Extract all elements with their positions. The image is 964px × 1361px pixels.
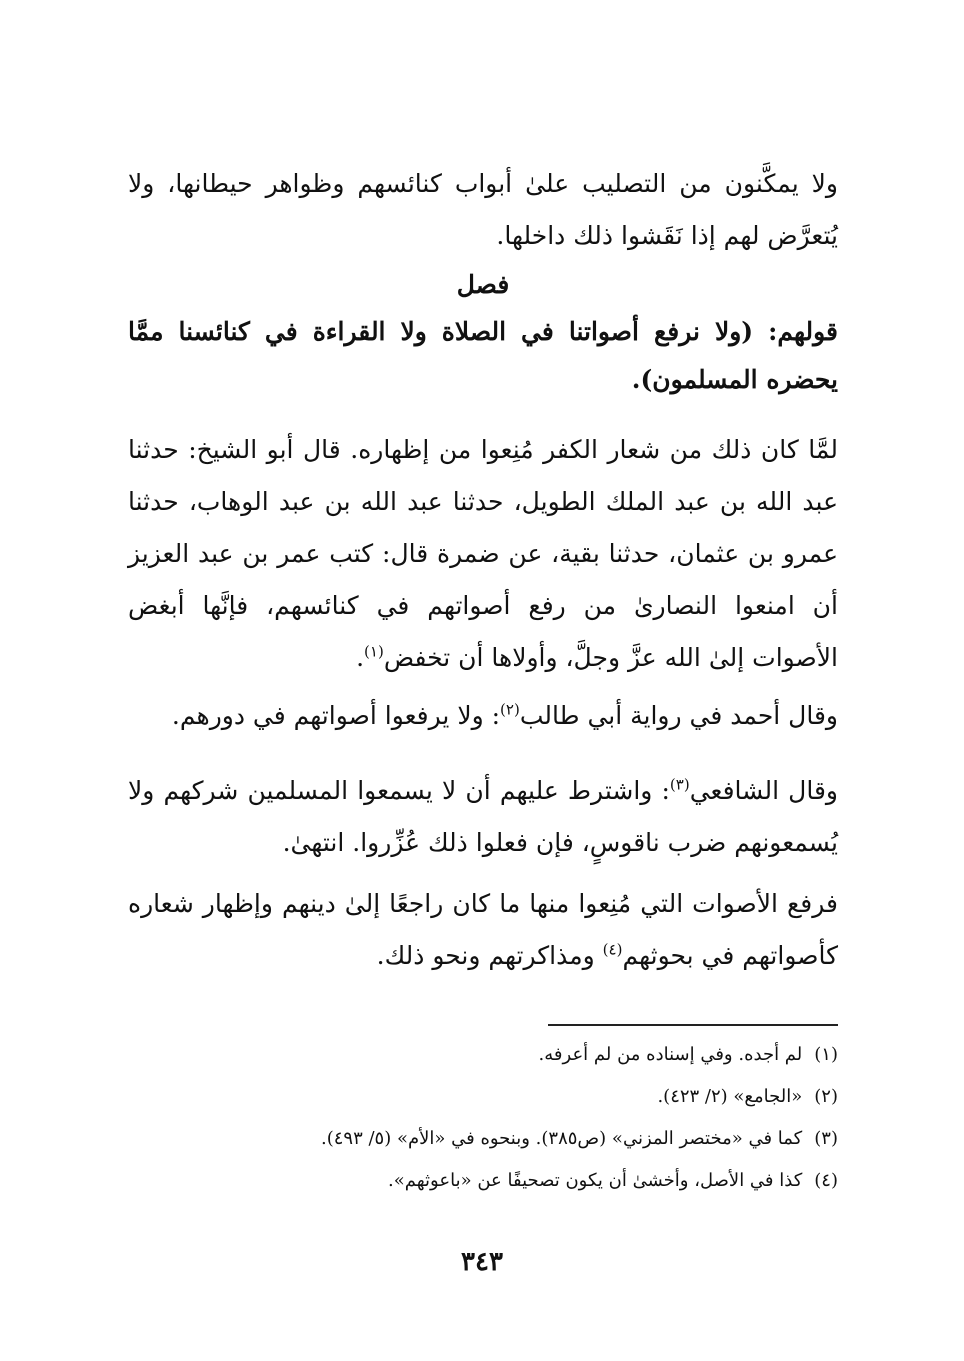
paragraph-6-end: ومذاكرتهم ونحو ذلك.: [376, 941, 603, 970]
footnote-ref-1: (١): [364, 642, 384, 661]
footnote-item: [128, 1166, 838, 1208]
quoted-text-paragraph: قولهم: (ولا نرفع أصواتنا في الصلاة ولا القراءة في كنائسنا ممَّا يحضره المسلمون).: [128, 317, 838, 394]
paragraph-5: [128, 765, 838, 869]
page-number: ٣٤٣: [461, 1247, 503, 1277]
footnote-text: كذا في الأصل، وأخشىٰ أن يكون تصحيفًا عن «باعوثهم».: [388, 1170, 803, 1191]
footnote-number: (١): [814, 1044, 838, 1065]
paragraph-4: [128, 690, 838, 742]
paragraph-3-text: لمَّا كان ذلك من شعار الكفر مُنِعوا من إظهاره. قال أبو الشيخ: حدثنا عبد الله بن عبد الملك الطويل، حدثنا عبد الله بن عبد الوهاب، حدثنا عمرو بن عثمان، حدثنا بقية، عن ضمرة قال: كتب عمر بن عبد العزيز أن امنعوا النصارىٰ من رفع أصواتهم في كنائسهم، فإنَّها أبغض الأصوات إلىٰ الله عزَّ وجلَّ، وأولاها أن تخفض: [128, 435, 838, 672]
footnote-ref-4: (٤): [602, 940, 623, 959]
paragraph-5-end: : واشترط عليهم أن لا يسمعوا المسلمين شركهم ولا يُسمعونهم ضرب ناقوسٍ، فإن فعلوا ذلك عُزِّروا. انتهىٰ.: [128, 776, 838, 857]
footnote-item: [128, 1124, 838, 1166]
paragraph-6-start: فرفع الأصوات التي مُنِعوا منها ما كان راجعًا إلىٰ دينهم وإظهار شعاره كأصواتهم في بحوثهم: [128, 889, 838, 970]
paragraph-1: ولا يمكَّنون من التصليب علىٰ أبواب كنائسهم وظواهر حيطانها، ولا يُتعرَّض لهم إذا نَقَشوا ذلك داخلها.: [128, 169, 838, 250]
footnote-divider: [548, 1024, 838, 1026]
footnotes-list: [128, 1040, 838, 1208]
footnote-item: [128, 1082, 838, 1124]
footnote-item: [128, 1040, 838, 1082]
footnote-number: (٢): [814, 1086, 838, 1107]
footnote-ref-3: (٣): [669, 775, 690, 794]
paragraph-3-end: .: [356, 643, 365, 672]
footnote-ref-2: (٢): [500, 700, 520, 719]
paragraph-6: [128, 878, 838, 982]
footnote-number: (٤): [814, 1170, 838, 1191]
footnote-number: (٣): [814, 1128, 838, 1149]
paragraph-4-end: : ولا يرفعوا أصواتهم في دورهم.: [171, 701, 501, 730]
paragraph-5-start: وقال الشافعي: [689, 776, 838, 805]
footnote-text: لم أجده. وفي إسناده من لم أعرفه.: [538, 1044, 803, 1065]
paragraph-4-start: وقال أحمد في رواية أبي طالب: [519, 701, 838, 730]
footnote-text: كما في «مختصر المزني» (ص٣٨٥). وبنحوه في «الأم» (٥/ ٤٩٣).: [320, 1128, 803, 1149]
section-heading: فصل: [456, 270, 510, 299]
footnote-text: «الجامع» (٢/ ٤٢٣).: [657, 1086, 803, 1107]
paragraph-3: [128, 424, 838, 684]
